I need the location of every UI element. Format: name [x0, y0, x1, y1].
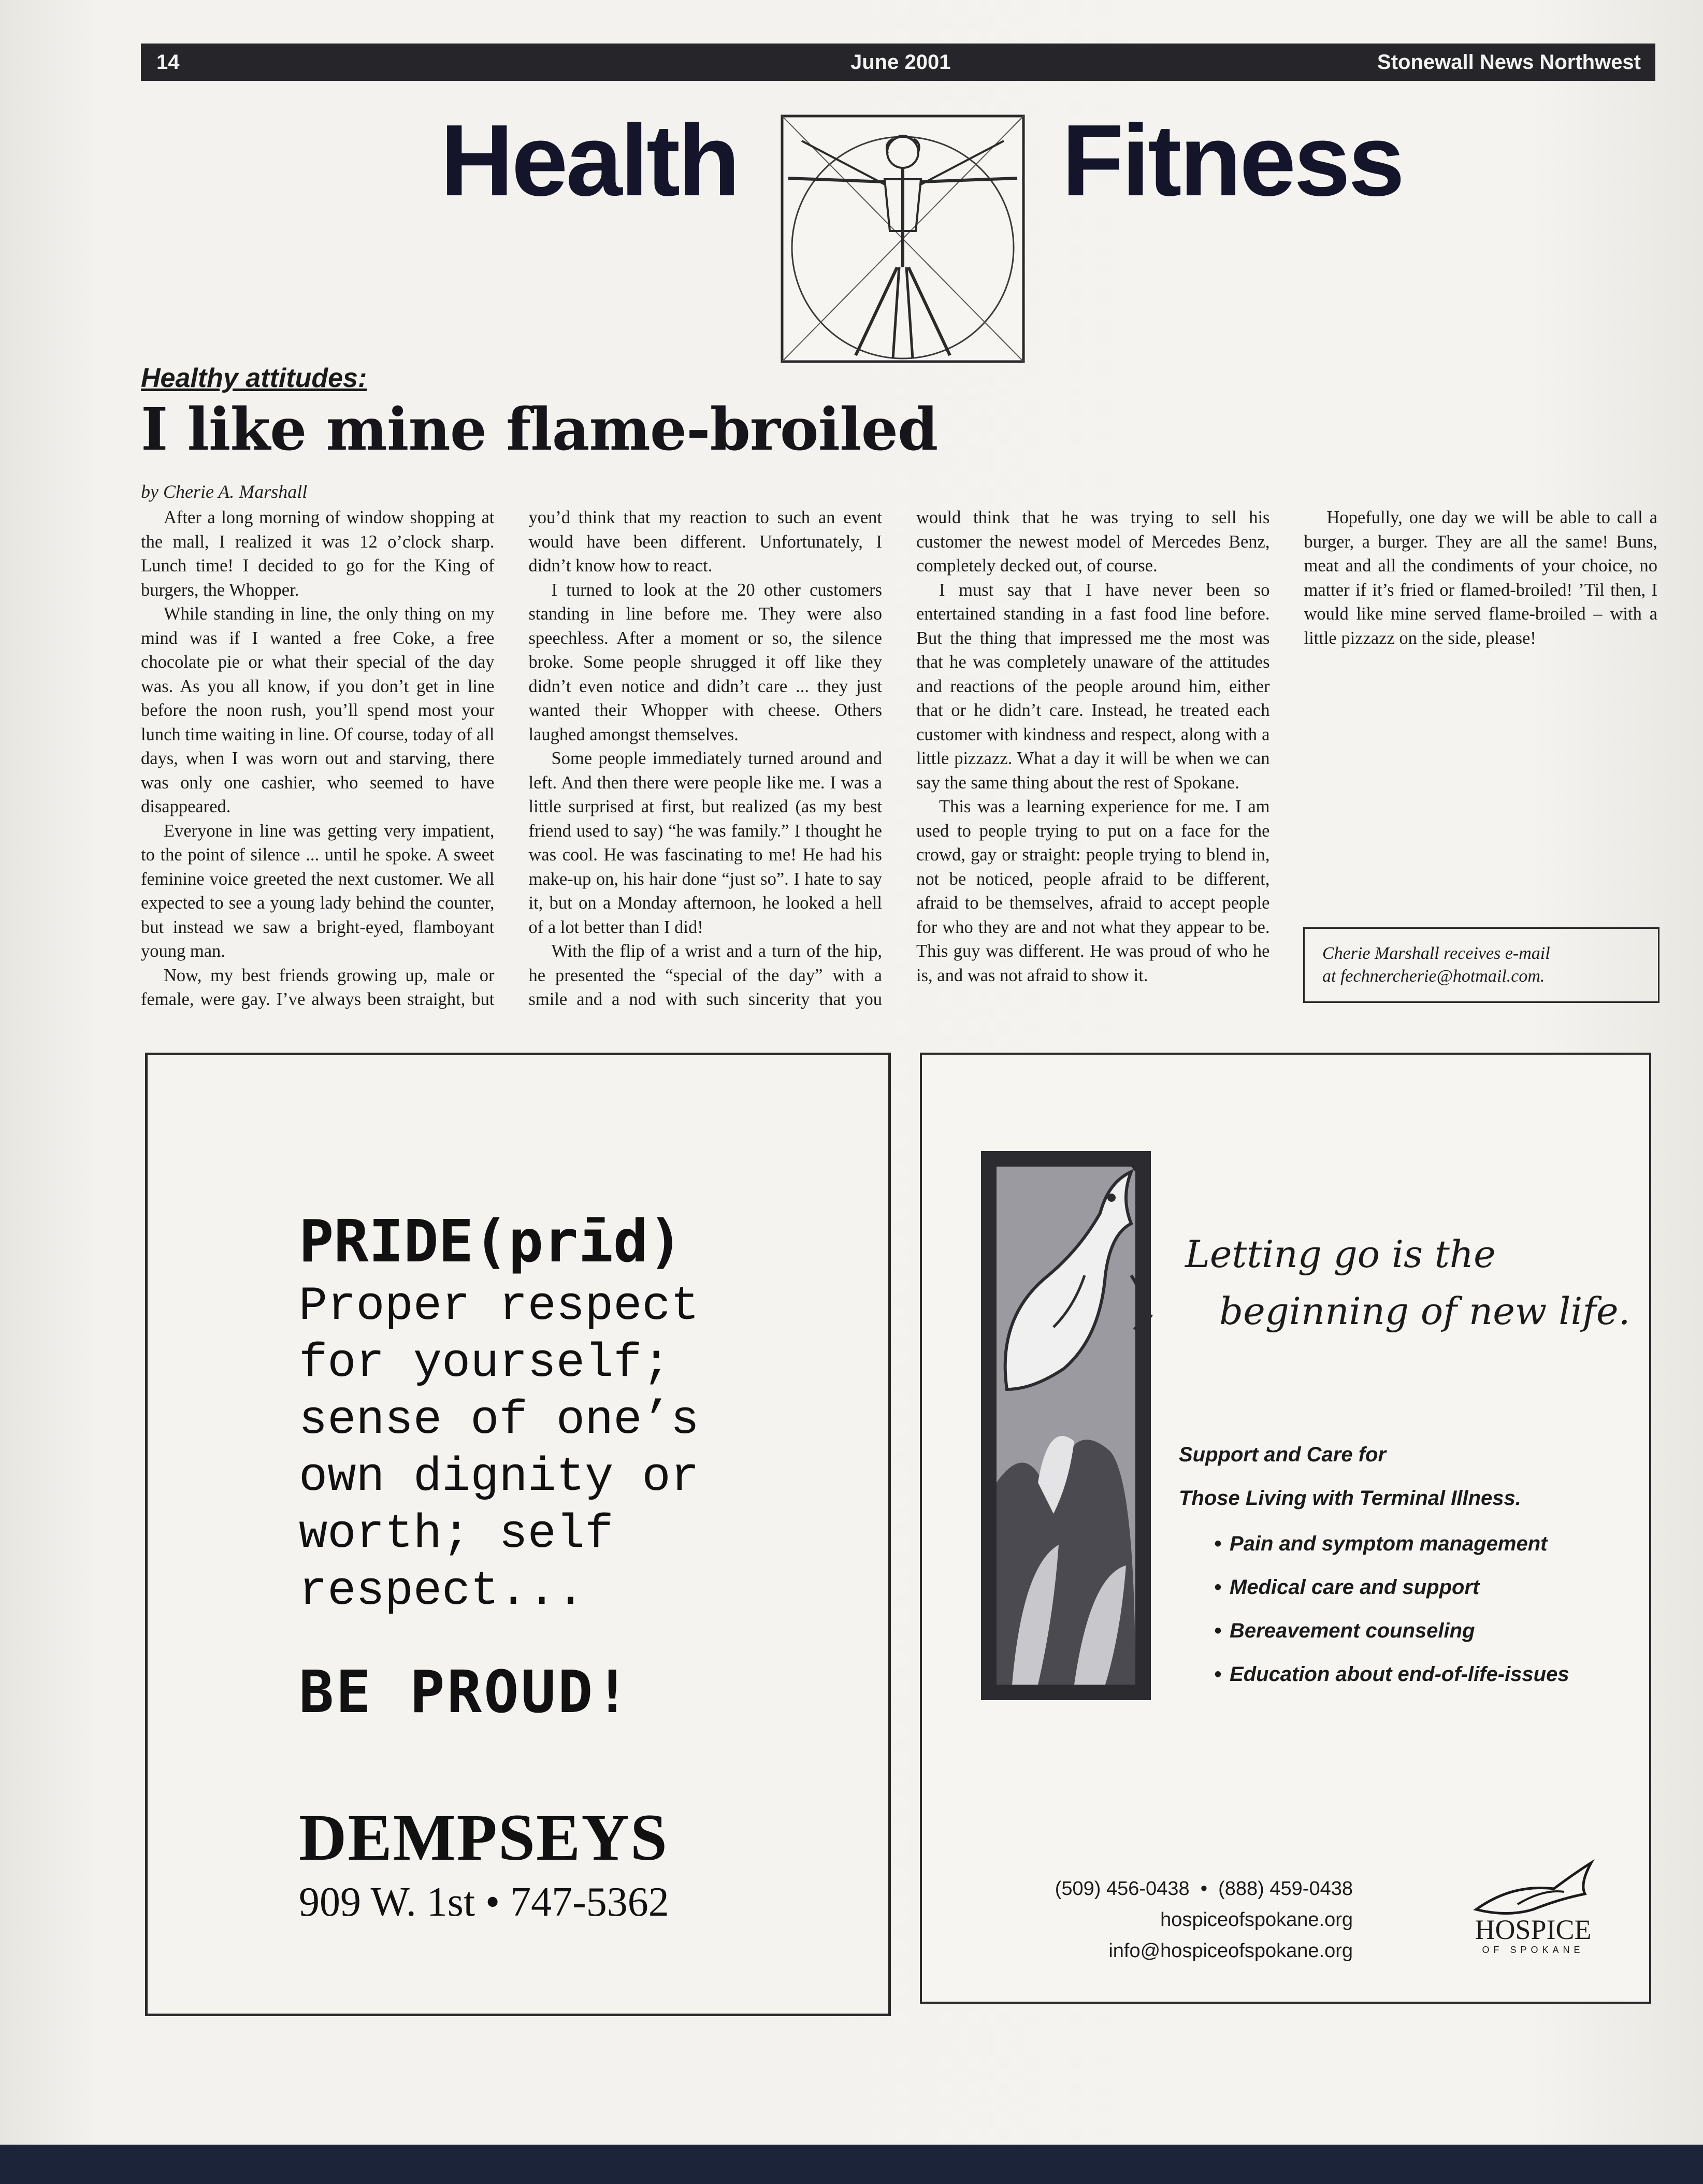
hospice-logo-subtitle: OF SPOKANE — [1482, 1945, 1584, 1955]
article-paragraph: Now, my best friends growing up, male or female, were gay. I’ve always been straight, but you’d think that my reaction to such an event would have been different. Unfortunately, I didn’t know how to react. — [141, 508, 882, 1009]
pride-advertisement — [145, 1053, 891, 2016]
hospice-logo-name: HOSPICE — [1475, 1914, 1592, 1945]
definition-line: own dignity or — [299, 1450, 699, 1504]
scan-background-strip — [0, 2145, 1703, 2184]
hospice-email: info@hospiceofspokane.org — [1108, 1940, 1353, 1962]
author-note-box — [1303, 927, 1659, 1003]
definition-line: worth; self — [299, 1507, 614, 1561]
hospice-support-heading — [1179, 1433, 1521, 1520]
service-item: • Medical care and support — [1214, 1565, 1569, 1609]
hospice-phone: (509) 456-0438 • (888) 459-0438 — [1055, 1878, 1353, 1900]
hospice-services-list — [1214, 1522, 1569, 1696]
article-headline: I like mine flame-broiled — [141, 396, 938, 464]
support-line: Those Living with Terminal Illness. — [1179, 1487, 1521, 1510]
article-paragraph: Everyone in line was getting very impatient, to the point of silence ... until he spoke. A sweet feminine voice greeted the next customer. We all expected to see a young lady behind the counter, but instead we saw a bright-eyed, flamboyant young man. — [141, 821, 495, 961]
author-note-line: Cherie Marshall receives e-mail — [1322, 944, 1550, 963]
definition-line: respect... — [299, 1564, 585, 1618]
article-paragraph: I must say that I have never been so entertained standing in a fast food line before. But the thing that impressed me the most was that he was completely unaware of the attitudes and reactions of the people around him, either that or he didn’t care. Instead, he treated each customer with kindness and respect, along with a little pizzazz. What a day it will be when we can say the same thing about the rest of Spokane. — [916, 580, 1270, 793]
hospice-advertisement — [920, 1053, 1651, 2004]
service-item: • Pain and symptom management — [1214, 1522, 1569, 1565]
vitruvian-man-icon — [778, 112, 1028, 366]
article-byline: by Cherie A. Marshall — [141, 481, 308, 502]
pride-word: PRIDE(prīd) — [299, 1208, 683, 1275]
business-address: 909 W. 1st • 747-5362 — [299, 1879, 669, 1925]
section-title-fitness: Fitness — [1062, 104, 1403, 217]
article-paragraph: While standing in line, the only thing on my mind was if I wanted a free Coke, a free chocolate pie or what their special of the day was. As you all know, if you don’t get in line before the noon rush, you’ll spend most your lunch time waiting in line. Of course, today of all days, when I was worn out and starving, there was only one cashier, who seemed to have disappeared. — [141, 604, 495, 816]
hospice-tagline — [1185, 1226, 1630, 1340]
definition-line: Proper respect — [299, 1279, 699, 1333]
support-line: Support and Care for — [1179, 1443, 1387, 1466]
service-item: • Education about end-of-life-issues — [1214, 1653, 1569, 1696]
dove-icon — [976, 1120, 1156, 1705]
pride-definition — [299, 1278, 869, 1620]
section-title-health: Health — [440, 104, 739, 217]
tagline-line: beginning of new life. — [1219, 1289, 1630, 1333]
article-paragraph: With the flip of a wrist and a turn of the hip, he presented the “special of the day” with a smile and a nod with such sincerity that you would think that he was trying to sell his customer the newest model of Mercedes Benz, completely decked out, of course. — [528, 508, 1270, 1009]
page-number: 14 — [156, 51, 180, 74]
article-paragraph: Hopefully, one day we will be able to call a burger, a burger. They are all the same! Buns, meat and all the condiments of your choice, no matter if it’s fried or flamed-broiled! ’Til then, I would like mine served flame-broiled – with a little pizzazz on the side, please! — [1304, 508, 1657, 648]
article-paragraph: After a long morning of window shopping at the mall, I realized it was 12 o’clock sharp. Lunch time! I decided to go for the King of burgers, the Whopper. — [141, 508, 495, 600]
article-paragraph: This was a learning experience for me. I am used to people trying to put on a face for the crowd, gay or straight: people trying to blend in, not be noticed, people afraid to be different, afraid to be themselves, afraid to accept people for who they are and not what they appear to be. This guy was different. He was proud of who he is, and was not afraid to show it. — [916, 797, 1270, 985]
definition-line: for yourself; — [299, 1336, 671, 1390]
article-kicker: Healthy attitudes: — [141, 363, 367, 393]
hospice-website: hospiceofspokane.org — [1160, 1909, 1353, 1931]
tagline-line: Letting go is the — [1185, 1232, 1496, 1276]
article-paragraph: Some people immediately turned around and left. And then there were people like me. I was a little surprised at first, but realized (as my best friend used to say) “he was family.” I thought he was cool. He was fascinating to me! He had his make-up on, his hair done “just so”. I hate to say it, but on a Monday afternoon, he looked a hell of a lot better than I did! — [528, 749, 882, 937]
pride-slogan: BE PROUD! — [299, 1659, 632, 1726]
service-item: • Bereavement counseling — [1214, 1609, 1569, 1653]
article-paragraph: I turned to look at the 20 other customers standing in line before me. They were also speechless. After a moment or so, the silence broke. Some people shrugged it off like they didn’t even notice and didn’t care ... they just wanted their Whopper with cheese. Others laughed amongst themselves. — [528, 580, 882, 744]
business-name: DEMPSEYS — [299, 1801, 668, 1874]
definition-line: sense of one’s — [299, 1393, 699, 1447]
issue-date: June 2001 — [850, 51, 951, 74]
hospice-contact — [1055, 1873, 1353, 1966]
page-header-bar — [141, 44, 1655, 81]
author-email: at fechnercherie@hotmail.com. — [1322, 967, 1545, 986]
publication-name: Stonewall News Northwest — [1377, 51, 1641, 74]
